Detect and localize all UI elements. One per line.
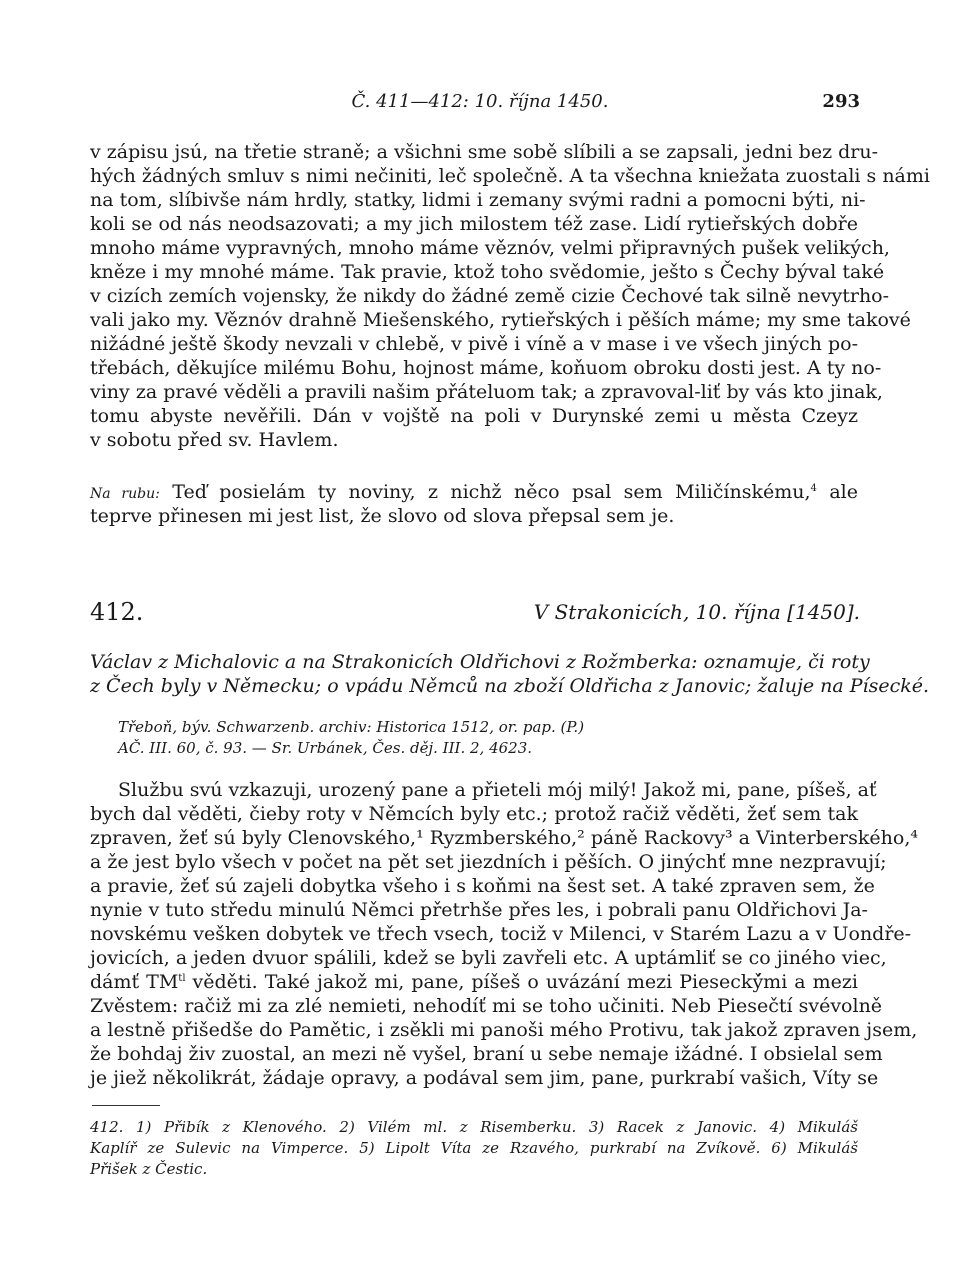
text-line: v cizích zemích vojensky, že nikdy do žádné země cizie Čechové tak silně nevytrho- bbox=[90, 285, 890, 307]
entry-number: 412. bbox=[90, 598, 144, 626]
text-line: a lestně přišedše do Pamětic, i zsěkli mi panoši mého Protivu, tak jakož zpraven jsem, bbox=[90, 1019, 918, 1041]
source-line: AČ. III. 60, č. 93. — Sr. Urbánek, Čes. děj. III. 2, 4623. bbox=[118, 739, 533, 757]
text-line: Službu svú vzkazuji, urozený pane a přieteli mój milý! Jakož mi, pane, píšeš, ať bbox=[118, 779, 877, 801]
text-line: nynie v tuto středu minulú Němci přetrhše přes les, i pobrali panu Oldřichovi Ja- bbox=[90, 899, 868, 921]
text-line: viny za pravé věděli a pravili našim přáteluom tak; a zpravoval-liť by vás kto jinak, bbox=[90, 381, 883, 403]
text-line: v sobotu před sv. Havlem. bbox=[90, 429, 339, 451]
text-line: vali jako my. Věznóv drahně Miešenského, rytieřských i pěších máme; my sme takové bbox=[90, 309, 911, 331]
verso-text-end: ale bbox=[816, 481, 858, 503]
verso-text: Teď posielám ty noviny, z nichž něco psal sem Miličínskému, bbox=[172, 481, 811, 503]
text-line: koli se od nás neodsazovati; a my jich milostem též zase. Lidí rytieřských dobře bbox=[90, 213, 858, 235]
footnote-divider bbox=[92, 1105, 160, 1106]
summary-line: Václav z Michalovic a na Strakonicích Oldřichovi z Rožmberka: oznamuje, či roty bbox=[90, 651, 870, 673]
text-line: nižádné ještě škody nevzali v chlebě, v pivě i víně a v mase i ve všech jiných po- bbox=[90, 333, 858, 355]
text-line: na tom, slíbivše nám hrdly, statky, lidmi i zemany svými radni a pomocni býti, ni- bbox=[90, 189, 866, 211]
text-line: tomu abyste nevěřili. Dán v vojště na poli v Durynské zemi u města Czeyz bbox=[90, 405, 858, 427]
text-line: je jiež několikrát, žádaje opravy, a podával sem jim, pane, purkrabí vašich, Víty se bbox=[90, 1067, 879, 1089]
text-line: kněze i my mnohé máme. Tak pravie, ktož toho svědomie, ješto s Čechy býval také bbox=[90, 261, 885, 283]
footnote-line: Kaplíř ze Sulevic na Vimperce. 5) Lipolt Víta ze Rzavého, purkrabí na Zvíkově. 6) Mikuláš bbox=[90, 1139, 858, 1157]
text-line: mnoho máme vypravných, mnoho máme věznóv, velmi připravných pušek velikých, bbox=[90, 237, 890, 259]
entry-place-date: V Strakonicích, 10. října [1450]. bbox=[533, 600, 860, 624]
text-line: a pravie, žeť sú zajeli dobytka všeho i s koňmi na šest set. A také zpraven sem, že bbox=[90, 875, 875, 897]
superscript: tl bbox=[178, 973, 186, 984]
text-line: bych dal věděti, čieby roty v Němcích byly etc.; protož račiž věděti, žeť sem tak bbox=[90, 803, 858, 825]
text-line: Zvěstem: račiž mi za zlé nemieti, nehodíť mi se toho učiniti. Neb Piesečtí svévolně bbox=[90, 995, 883, 1017]
verso-line: teprve přinesen mi jest list, že slovo od slova přepsal sem je. bbox=[90, 505, 675, 527]
text-line: novskému vešken dobytek ve třech vsech, tociž v Milenci, v Starém Lazu a v Uondře- bbox=[90, 923, 912, 945]
footnote-line: Přišek z Čestic. bbox=[90, 1160, 208, 1178]
text-segment: dámť TM bbox=[90, 971, 179, 993]
text-line: třebách, děkujíce milému Bohu, hojnost máme, koňuom obroku dosti jest. A ty no- bbox=[90, 357, 882, 379]
summary-line: z Čech byly v Německu; o vpádu Němců na zboží Oldřicha z Janovic; žaluje na Písecké. bbox=[90, 675, 930, 697]
source-line: Třeboň, býv. Schwarzenb. archiv: Historica 1512, or. pap. (P.) bbox=[118, 718, 585, 736]
text-line: že bohdaj živ zuostal, an mezi ně vyšel, braní u sebe nemaje ižádné. I obsielal sem bbox=[90, 1043, 883, 1065]
footnote-mark: 4 bbox=[810, 483, 817, 494]
page-number: 293 bbox=[822, 91, 860, 112]
text-line: v zápisu jsú, na třetie straně; a všichni sme sobě slíbili a se zapsali, jedni bez dru- bbox=[90, 141, 879, 163]
running-header-title: Č. 411—412: 10. října 1450. bbox=[351, 91, 609, 112]
verso-label: Na rubu: bbox=[90, 486, 160, 502]
text-line: jovicích, a jeden dvuor spálili, kdež se byli zavřeli etc. A uptámliť se co jiného viec, bbox=[90, 947, 887, 969]
text-line: a že jest bylo všech v počet na pět set jiezdních i pěších. O jinýchť mne nezpravují; bbox=[90, 851, 887, 873]
text-line: zpraven, žeť sú byly Clenovského,¹ Ryzmberského,² páně Rackovy³ a Vinterberského,⁴ bbox=[90, 827, 918, 849]
text-line: hých žádných smluv s nimi nečiniti, leč společně. A ta všechna kniežata zuostali s námi bbox=[90, 165, 930, 187]
footnote-line: 412. 1) Přibík z Klenového. 2) Vilém ml. z Risemberku. 3) Racek z Janovic. 4) Mikuláš bbox=[90, 1118, 858, 1136]
text-segment: věděti. Také jakož mi, pane, píšeš o uvázání mezi Piesecký̌mi a mezi bbox=[185, 971, 858, 993]
